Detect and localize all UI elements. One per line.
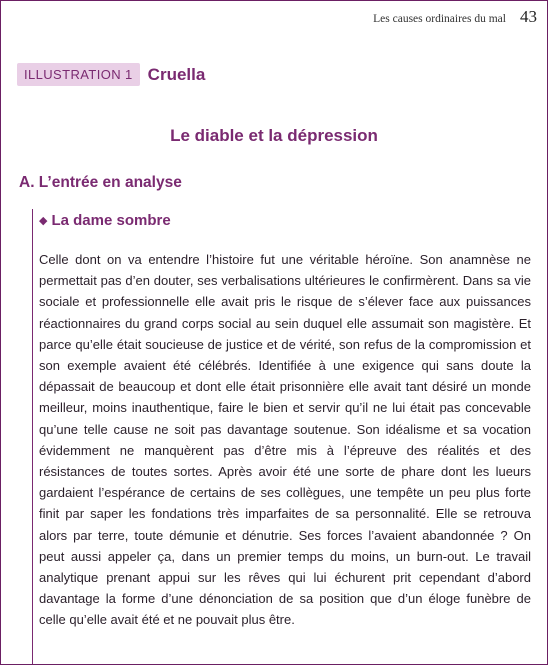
chapter-title: Le diable et la dépression bbox=[170, 126, 378, 145]
illustration-badge: ILLUSTRATION 1 bbox=[17, 63, 140, 86]
margin-rule bbox=[32, 209, 33, 664]
section-title: A. L’entrée en analyse bbox=[19, 174, 182, 191]
diamond-icon: ◆ bbox=[39, 215, 48, 227]
page-number: 43 bbox=[520, 7, 537, 26]
subsection-title: La dame sombre bbox=[51, 212, 171, 229]
running-header bbox=[373, 7, 537, 27]
subsection-heading bbox=[39, 212, 171, 229]
illustration-heading bbox=[17, 63, 205, 86]
running-title: Les causes ordinaires du mal bbox=[373, 13, 506, 25]
illustration-title: Cruella bbox=[147, 64, 206, 84]
body-paragraph: Celle dont on va entendre l’histoire fut une véritable héroïne. Son anamnèse ne permettait pas d’en douter, ses verbalisations ultérieures le confirmèrent. Dans sa vie sociale et professionnelle elle avait pris le risque de s’élever face aux puissances réactionnaires du grand corps social au sein duquel elle assumait son magistère. Et parce qu’elle était soucieuse de justice et de vérité, son refus de la compromission et son exemple avaient été célébrés. Identifiée à une exigence qui sans doute la dépassait de beaucoup et dont elle était prisonnière elle avait tant désiré un monde meilleur, moins inauthentique, faire le bien et servir qu’il ne lui était pas concevable qu’une telle cause ne soit pas davantage soutenue. Son idéalisme et sa vocation évidemment ne manquèrent pas d’être mis à l’épreuve des réalités et des résistances de toutes sortes. Après avoir été une sorte de phare dont les lueurs gardaient l’espérance de certains de ses collègues, une tempête un peu plus forte finit par saper les fondations très imparfaites de sa personnalité. Elle se retrouva alors par terre, toute démunie et dénutrie. Ses forces l’avaient abandonnée ? On peut aussi appeler ça, dans un premier temps du moins, un burn-out. Le travail analytique prenant appui sur les rêves qui lui échurent prit cependant d’abord davantage la forme d’une dénonciation de sa position que d’un éloge funèbre de celle qu’elle avait été et ne pouvait plus être. bbox=[39, 252, 531, 628]
